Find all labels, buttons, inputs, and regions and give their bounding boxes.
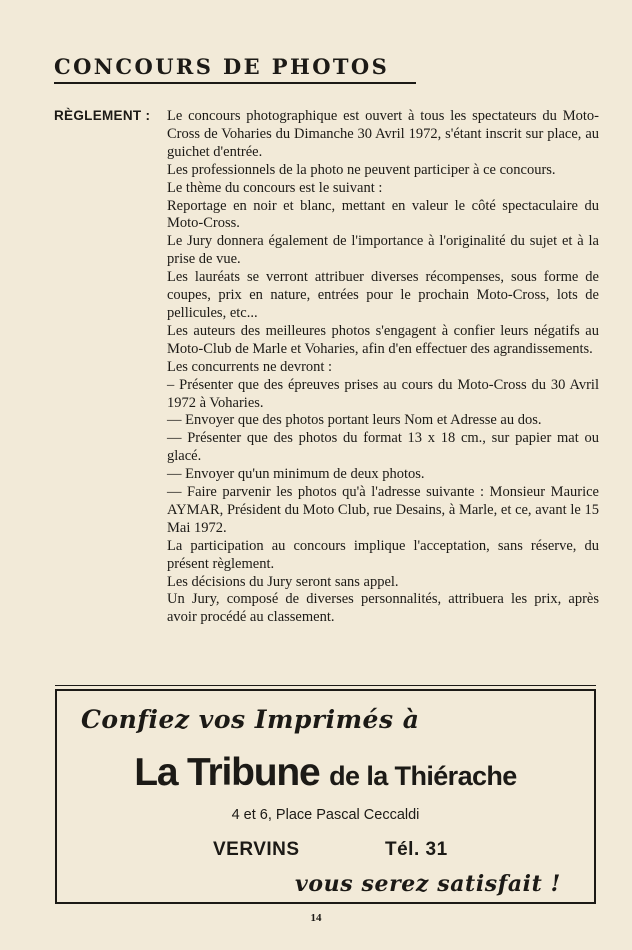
rule-paragraph: Reportage en noir et blanc, mettant en valeur le côté spectaculaire du Moto-Cross. [167,197,599,232]
ad-company-name [57,751,594,795]
ad-company-name-rest: de la Thiérache [329,761,517,791]
rules-label: RÈGLEMENT : [54,108,151,123]
ad-phone: Tél. 31 [385,839,448,860]
rule-paragraph: Le thème du concours est le suivant : [167,179,383,196]
ad-company-name-main: La Tribune [134,751,320,794]
page-number: 14 [310,912,322,924]
rule-paragraph: Les concurrents ne devront : [167,358,333,375]
ad-slogan: vous serez satisfait ! [295,871,561,897]
rules-body [167,108,599,627]
rule-paragraph: Les décisions du Jury seront sans appel. [167,573,399,590]
rule-paragraph: Les professionnels de la photo ne peuvent participer à ce concours. [167,161,556,178]
rule-paragraph: — Présenter que des photos du format 13 x 18 cm., sur papier mat ou glacé. [167,430,599,465]
page-title: CONCOURS DE PHOTOS [54,54,390,79]
rule-paragraph: Le Jury donnera également de l'importance à l'originalité du sujet et à la prise de vue. [167,233,599,268]
rule-paragraph: Un Jury, composé de diverses personnalités, attribuera les prix, après avoir procédé au classement. [167,591,599,626]
rule-paragraph: — Faire parvenir les photos qu'à l'adresse suivante : Monsieur Maurice AYMAR, Président du Moto Club, rue Desains, à Marle, et ce, avant le 15 Mai 1972. [167,484,599,536]
rule-paragraph: Les auteurs des meilleures photos s'engagent à confier leurs négatifs au Moto-Club de Marle et Voharies, afin d'en effectuer des agrandissements. [167,322,599,357]
rule-paragraph: Le concours photographique est ouvert à tous les spectateurs du Moto-Cross de Voharies du Dimanche 30 Avril 1972, s'étant inscrit sur place, au guichet d'entrée. [167,108,599,160]
ad-address: 4 et 6, Place Pascal Ceccaldi [231,807,420,823]
rule-paragraph: La participation au concours implique l'acceptation, sans réserve, du présent règlement. [167,537,599,572]
ad-city: VERVINS [213,839,300,860]
rule-paragraph: — Envoyer qu'un minimum de deux photos. [167,466,425,483]
advertisement-box [55,689,596,904]
ad-top-rule [55,685,596,686]
ad-heading: Confiez vos Imprimés à [81,705,420,734]
rule-paragraph: Les lauréats se verront attribuer diverses récompenses, sous forme de coupes, prix en nature, entrées pour le prochain Moto-Cross, lots de pellicules, etc... [167,269,599,321]
title-underline [54,82,416,84]
rule-paragraph: — Envoyer que des photos portant leurs Nom et Adresse au dos. [167,412,542,429]
rule-paragraph: – Présenter que des épreuves prises au cours du Moto-Cross du 30 Avril 1972 à Voharies. [167,376,599,411]
